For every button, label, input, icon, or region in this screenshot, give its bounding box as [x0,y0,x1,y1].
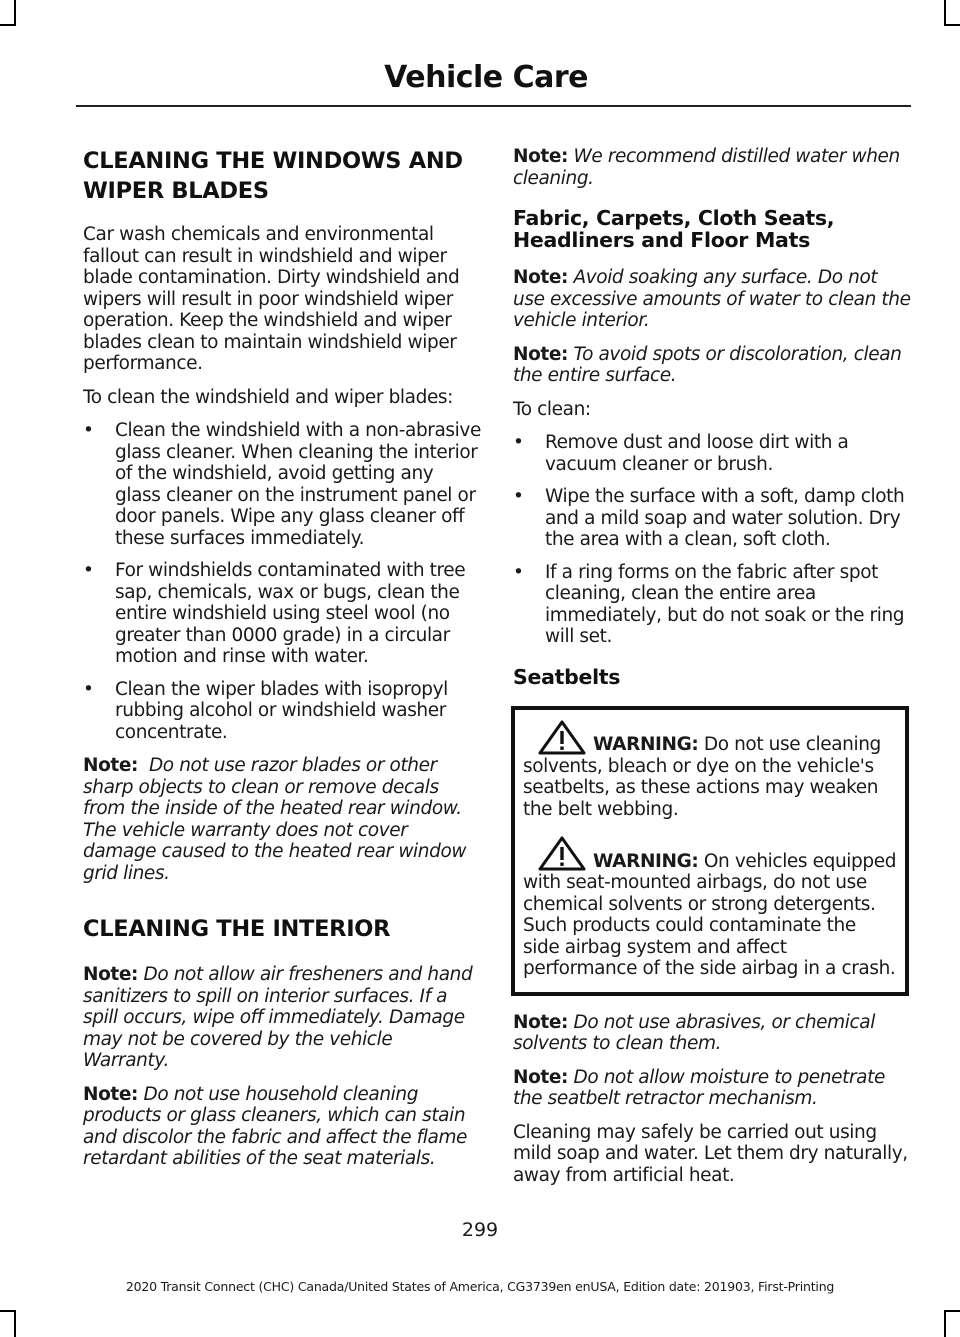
crop-mark [944,1310,946,1337]
note-text: To avoid spots or discoloration, clean the entire surface. [513,343,902,386]
windshield-bullet-list [83,420,481,743]
warning-text-rest: with seat-mounted airbags, do not use chemical solvents or strong detergents. Such products could contaminate the side airbag system and affect performance of the side airbag in a crash. [523,872,896,979]
warning-triangle-icon [537,836,587,872]
note-text: We recommend distilled water when cleaning. [513,146,900,189]
list-item [83,420,481,549]
instruction-lead: To clean: [513,398,591,420]
warning-text: Do not use cleaning [703,734,881,755]
note-label: Note: [513,1011,568,1033]
bullet-icon: • [513,432,524,453]
crop-mark [14,0,16,26]
warning-text: On vehicles equipped [703,850,897,872]
note-text: Avoid soaking any surface. Do not use excessive amounts of water to clean the vehicle interior. [513,267,911,331]
warning-first-line [593,734,881,756]
warning-item [523,720,897,821]
bullet-icon: • [83,420,94,441]
note-household-cleaners [83,1084,481,1170]
warning-triangle-icon [537,720,587,756]
note-abrasives [513,1012,911,1055]
note-label: Note: [513,1066,568,1088]
list-item [513,486,911,551]
note-text: Do not use household cleaning products or glass cleaners, which can stain and discolor the fabric and affect the flame retardant abilities of the seat materials. [83,1083,468,1169]
crop-mark [0,24,16,26]
closing-paragraph: Cleaning may safely be carried out using mild soap and water. Let them dry naturally, away from artificial heat. [513,1121,908,1186]
note-text: Do not allow air fresheners and hand sanitizers to spill on interior surfaces. If a spill occurs, wipe off immediately. Damage may not be covered by the vehicle Warranty. [83,964,473,1071]
heading-line: CLEANING THE WINDOWS AND [83,148,463,174]
header-divider [76,105,911,107]
subheading-seatbelts: Seatbelts [513,664,621,689]
note-air-fresheners [83,964,481,1072]
note-moisture [513,1067,911,1110]
note-text: Do not allow moisture to penetrate the seatbelt retractor mechanism. [513,1066,885,1109]
section-heading-interior: CLEANING THE INTERIOR [83,916,391,942]
warning-head [523,720,897,756]
bullet-icon: • [513,561,524,583]
warning-box [511,706,909,996]
note-label: Note: [513,343,568,365]
note-label: Note: [513,146,568,167]
bullet-icon: • [513,486,524,507]
crop-mark [944,24,960,26]
note-text: Do not use abrasives, or chemical solvents to clean them. [513,1011,875,1054]
subheading-fabric: Fabric, Carpets, Cloth Seats, Headliners and Floor Mats [513,206,835,252]
note-label: Note: [83,964,138,985]
list-item [83,560,481,668]
crop-mark [0,1310,16,1312]
page-number: 299 [461,1219,499,1241]
list-item-text: If a ring forms on the fabric after spot cleaning, clean the entire area immediately, but do not soak or the ring will set. [545,561,905,647]
heading-line: WIPER BLADES [83,178,269,204]
warning-first-line [593,851,896,873]
bullet-icon: • [83,678,94,700]
list-item-text: Clean the windshield with a non-abrasive glass cleaner. When cleaning the interior of the windshield, avoid getting any glass cleaner on the instrument panel or door panels. Wipe any glass cleaner off these surfaces immediately. [115,420,481,549]
warning-text-rest: solvents, bleach or dye on the vehicle's seatbelts, as these actions may weaken the belt webbing. [523,755,879,820]
intro-paragraph: Car wash chemicals and environmental fallout can result in windshield and wiper blade contamination. Dirty windshield and wipers will result in poor windshield wiper operation. Keep the windshield and wiper blades clean to maintain windshield wiper performance. [83,224,460,374]
note-razor-blades [83,755,481,884]
list-item-text: Wipe the surface with a soft, damp cloth and a mild soap and water solution. Dry the area with a clean, soft cloth. [545,486,905,550]
note-avoid-soaking [513,267,911,332]
list-item [513,562,911,648]
left-column [83,146,481,1182]
warning-label: WARNING: [593,734,699,755]
crop-mark [14,1310,16,1337]
note-label: Note: [83,755,138,776]
note-label: Note: [513,267,568,288]
note-label: Note: [83,1083,138,1105]
crop-mark [944,0,946,26]
right-column [513,146,911,1198]
section-heading-windows [83,146,481,206]
list-item-text: Clean the wiper blades with isopropyl rubbing alcohol or windshield washer concentrate. [115,678,448,743]
bullet-icon: • [83,560,94,581]
warning-head [523,836,897,872]
warning-item [523,836,897,980]
list-item-text: Remove dust and loose dirt with a vacuum cleaner or brush. [545,432,849,475]
list-item-text: For windshields contaminated with tree sap, chemicals, wax or bugs, clean the entire windshield using steel wool (no greater than 0000 grade) in a circular motion and rinse with water. [115,560,466,667]
fabric-bullet-list [513,432,911,648]
instruction-lead: To clean the windshield and wiper blades: [83,386,454,408]
page-header-title: Vehicle Care [384,60,588,95]
warning-label: WARNING: [593,850,699,872]
list-item [513,432,911,475]
list-item [83,679,481,744]
note-distilled-water [513,146,911,189]
note-text: Do not use razor blades or other sharp objects to clean or remove decals from the inside of the heated rear window. The vehicle warranty does not cover damage caused to the heated rear window grid lines. [83,755,467,884]
note-spots [513,344,911,387]
page-footer: 2020 Transit Connect (CHC) Canada/United States of America, CG3739en enUSA, Edition date: 201903, First-Printing [125,1279,835,1294]
crop-mark [944,1310,960,1312]
